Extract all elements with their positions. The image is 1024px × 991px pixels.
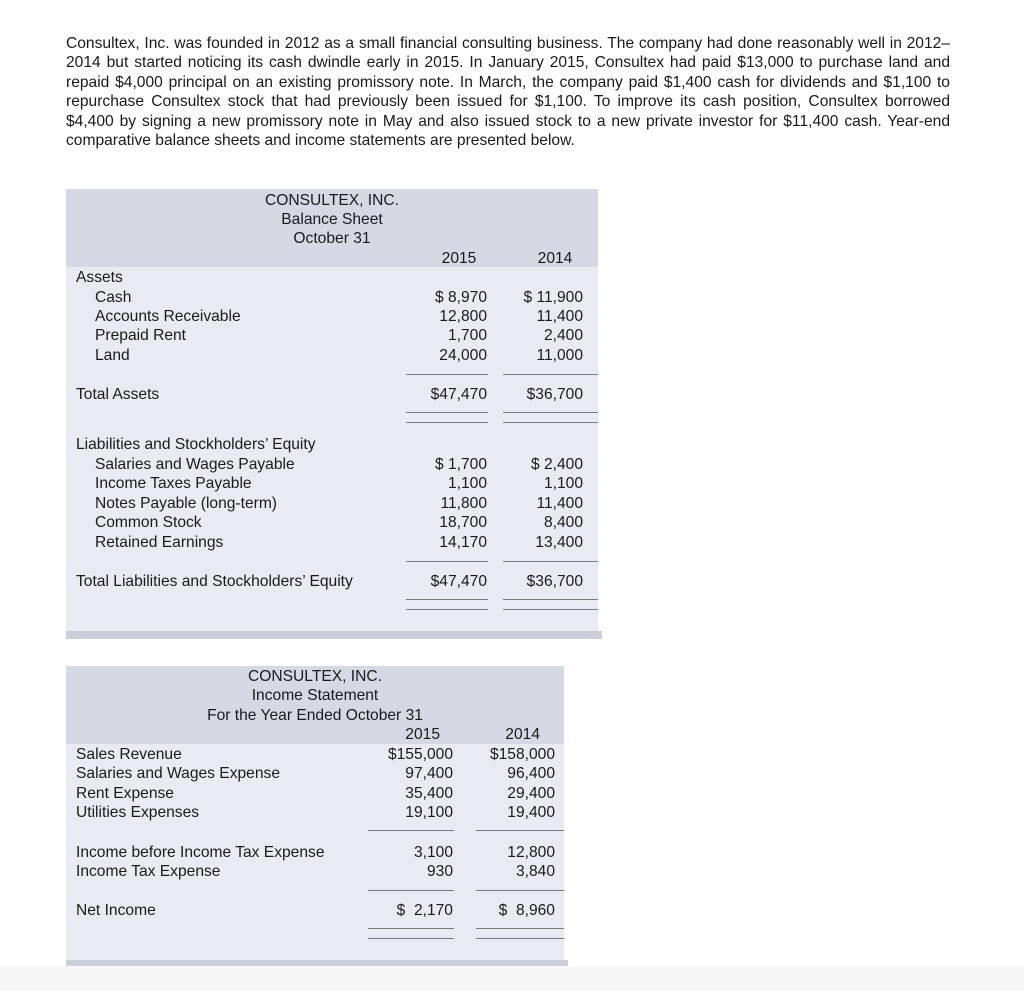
bs-double-rule	[406, 609, 488, 610]
bs-subtotal-rule	[503, 561, 598, 562]
bs-subtotal-rule	[406, 374, 488, 375]
is-row-2014: 29,400	[507, 785, 555, 802]
bs-liab-label: Notes Payable (long-term)	[95, 495, 278, 512]
bs-liab-label: Income Taxes Payable	[95, 475, 252, 492]
bs-liab-2014: 8,400	[543, 514, 583, 531]
is-row-2014: $158,000	[489, 746, 555, 763]
bs-double-rule	[503, 412, 598, 413]
bs-double-rule	[503, 599, 598, 600]
bs-subtotal-rule	[503, 374, 598, 375]
bs-asset-2014: 2,400	[543, 327, 583, 344]
bs-liab-heading: Liabilities and Stockholders’ Equity	[76, 436, 316, 453]
is-row-label: Sales Revenue	[76, 746, 182, 763]
is-subtotal-rule	[476, 830, 564, 831]
is-net-income-label: Net Income	[76, 902, 156, 919]
bs-asset-2014: 11,000	[536, 347, 583, 364]
bs-asset-2015: 1,700	[447, 327, 487, 344]
bs-liab-2014: $ 2,400	[530, 456, 583, 473]
bs-asset-label: Land	[95, 347, 130, 364]
is-double-rule	[368, 928, 454, 929]
is-double-rule	[368, 938, 454, 939]
is-row-2015: 19,100	[405, 804, 453, 821]
is-pretax-2015: 3,100	[413, 844, 453, 861]
is-double-rule	[476, 928, 564, 929]
bs-total-assets-2015: $47,470	[430, 386, 487, 403]
bs-asset-2015: 24,000	[439, 347, 487, 364]
is-net-income-2014: $ 8,960	[498, 902, 555, 919]
is-company-name: CONSULTEX, INC.	[247, 668, 382, 685]
is-col-2014: 2014	[505, 726, 540, 743]
bs-double-rule	[406, 422, 488, 423]
is-row-2015: $155,000	[387, 746, 453, 763]
bs-title: Balance Sheet	[281, 211, 383, 228]
bs-liab-label: Common Stock	[95, 514, 202, 531]
bs-liab-label: Retained Earnings	[95, 534, 224, 551]
bs-company-name: CONSULTEX, INC.	[264, 192, 399, 209]
bs-asset-2015: 12,800	[439, 308, 487, 325]
bs-col-2015: 2015	[441, 250, 477, 267]
bs-asset-label: Prepaid Rent	[95, 327, 187, 344]
bs-liab-2015: $ 1,700	[434, 456, 487, 473]
is-pretax-label: Income before Income Tax Expense	[76, 844, 325, 861]
bs-liab-2014: 11,400	[536, 495, 583, 512]
is-col-2015: 2015	[405, 726, 440, 743]
page-bottom-band	[0, 966, 1024, 991]
bs-asset-2014: $ 11,900	[523, 289, 583, 306]
is-subtotal-rule	[368, 890, 454, 891]
is-row-2015: 97,400	[405, 765, 453, 782]
is-subtotal-rule	[476, 890, 564, 891]
bs-liab-2015: 1,100	[447, 475, 487, 492]
intro-paragraph: Consultex, Inc. was founded in 2012 as a small financial consulting business. The company had done reasonably well in 2012–2014 but started noticing its cash dwindle early in 2015. In January 2015, Consultex had paid $13,000 to purchase land and repaid $4,000 principal on an existing promissory note. In March, the company paid $1,400 cash for dividends and $1,100 to repurchase Consultex stock that had previously been issued for $1,100. To improve its cash position, Consultex borrowed $4,400 by signing a new promissory note in May and also issued stock to a new private investor for $11,400 cash. Year-end comparative balance sheets and income statements are presented below.	[66, 35, 950, 150]
bs-double-rule	[406, 412, 488, 413]
bs-double-rule	[406, 599, 488, 600]
bs-liab-2015: 18,700	[439, 514, 487, 531]
bs-total-assets-2014: $36,700	[526, 386, 583, 403]
is-tax-2014: 3,840	[515, 863, 555, 880]
bs-double-rule	[503, 422, 598, 423]
is-tax-label: Income Tax Expense	[76, 863, 221, 880]
bs-liab-2014: 13,400	[535, 534, 583, 551]
bs-assets-heading: Assets	[76, 269, 123, 286]
bs-col-2014: 2014	[537, 250, 573, 267]
bs-liab-label: Salaries and Wages Payable	[95, 456, 295, 473]
is-tax-2015: 930	[426, 863, 453, 880]
bs-subtotal-rule	[406, 561, 488, 562]
is-row-label: Salaries and Wages Expense	[76, 765, 280, 782]
is-pretax-2014: 12,800	[507, 844, 555, 861]
is-row-2014: 19,400	[507, 804, 555, 821]
is-row-2014: 96,400	[507, 765, 555, 782]
bs-total-liab-label: Total Liabilities and Stockholders’ Equity	[76, 573, 353, 590]
is-row-label: Rent Expense	[76, 785, 174, 802]
bs-date: October 31	[293, 230, 371, 247]
bs-total-assets-label: Total Assets	[76, 386, 160, 403]
is-title: Income Statement	[251, 687, 379, 704]
bs-asset-label: Accounts Receivable	[95, 308, 241, 325]
bs-asset-2014: 11,400	[536, 308, 583, 325]
is-row-label: Utilities Expenses	[76, 804, 200, 821]
is-period: For the Year Ended October 31	[207, 707, 423, 724]
bs-double-rule	[503, 609, 598, 610]
is-net-income-2015: $ 2,170	[396, 902, 453, 919]
bs-liab-2014: 1,100	[543, 475, 583, 492]
bs-asset-2015: $ 8,970	[434, 289, 487, 306]
bs-liab-2015: 14,170	[439, 534, 487, 551]
balance-sheet-bottom-bar	[66, 631, 602, 639]
is-row-2015: 35,400	[405, 785, 453, 802]
bs-liab-2015: 11,800	[440, 495, 487, 512]
bs-total-liab-2015: $47,470	[430, 573, 487, 590]
is-subtotal-rule	[368, 830, 454, 831]
bs-asset-label: Cash	[95, 289, 132, 306]
bs-total-liab-2014: $36,700	[526, 573, 583, 590]
is-double-rule	[476, 938, 564, 939]
